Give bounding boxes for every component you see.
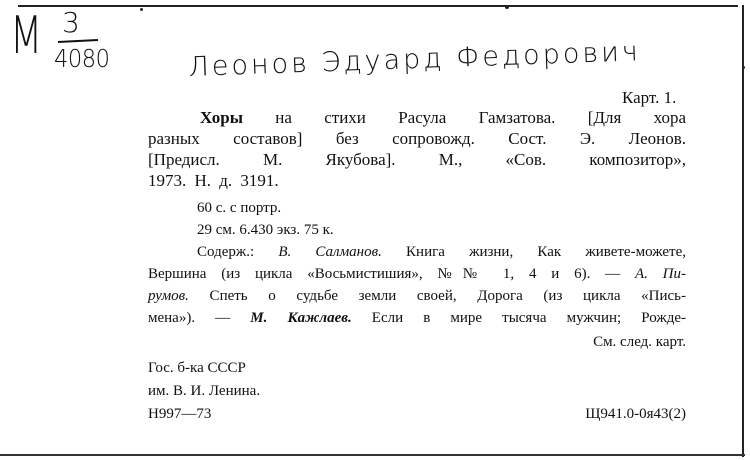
- contents-text: Вершина (из цикла «Восьмистишия», №№ 1, 4 и 6). —: [148, 266, 635, 282]
- classification-index: Щ941.0-0я43(2): [585, 406, 686, 422]
- pages: 60 с. с портр.: [197, 200, 282, 216]
- composer-name: М. Кажлаев.: [250, 310, 352, 326]
- publication-year-line: 1973. Н. д. 3191.: [148, 171, 279, 190]
- composer-name: В. Салманов.: [278, 244, 382, 260]
- description-line-3: [Предисл. М. Якубова]. М., «Сов. композитор»,: [148, 150, 686, 169]
- accession-number: 4080: [54, 44, 110, 73]
- title-rest: на стихи Расула Гамзатова. [Для хора: [242, 108, 686, 127]
- shelf-mark-number: 3: [62, 6, 80, 39]
- card-label: Карт. 1.: [622, 88, 677, 107]
- author-heading-handwritten: Леонов Эдуард Федорович: [188, 36, 642, 83]
- shelf-mark-underline: [58, 39, 98, 43]
- contents-text: мена»). —: [148, 310, 251, 326]
- description-line-2: разных составов] без сопровожд. Сост. Э. Леонов.: [148, 129, 686, 148]
- contents-line-4: [148, 308, 686, 328]
- contents-text: Спеть о судьбе земли своей, Дорога (из цикла «Пись-: [188, 288, 686, 304]
- card-bottom-edge: [0, 454, 745, 456]
- shelf-mark-letter: М: [10, 6, 41, 66]
- title-line: [200, 108, 686, 128]
- library-name: Гос. б-ка СССР: [148, 360, 246, 376]
- continued-note: См. след. карт.: [593, 334, 686, 350]
- card-right-edge: [742, 5, 744, 457]
- card-number: Н997—73: [148, 406, 212, 422]
- ink-speck: [505, 6, 509, 9]
- contents-prefix: Содерж.:: [197, 244, 279, 260]
- contents-text: Если в мире тысяча мужчин; Рожде-: [351, 310, 686, 326]
- contents-line-2: [148, 264, 686, 284]
- composer-name: румов.: [148, 288, 189, 304]
- ink-speck: [742, 66, 745, 69]
- ink-speck: [140, 8, 143, 11]
- contents-text: Книга жизни, Как живете-можете,: [381, 244, 686, 260]
- title: Хоры: [200, 108, 243, 127]
- composer-name: А. Пи-: [634, 266, 686, 282]
- card-top-edge: [18, 5, 738, 7]
- print-run: 29 см. 6.430 экз. 75 к.: [197, 222, 334, 238]
- library-name-2: им. В. И. Ленина.: [148, 383, 261, 399]
- contents-line-3: [148, 286, 686, 306]
- contents-line-1: [197, 242, 686, 262]
